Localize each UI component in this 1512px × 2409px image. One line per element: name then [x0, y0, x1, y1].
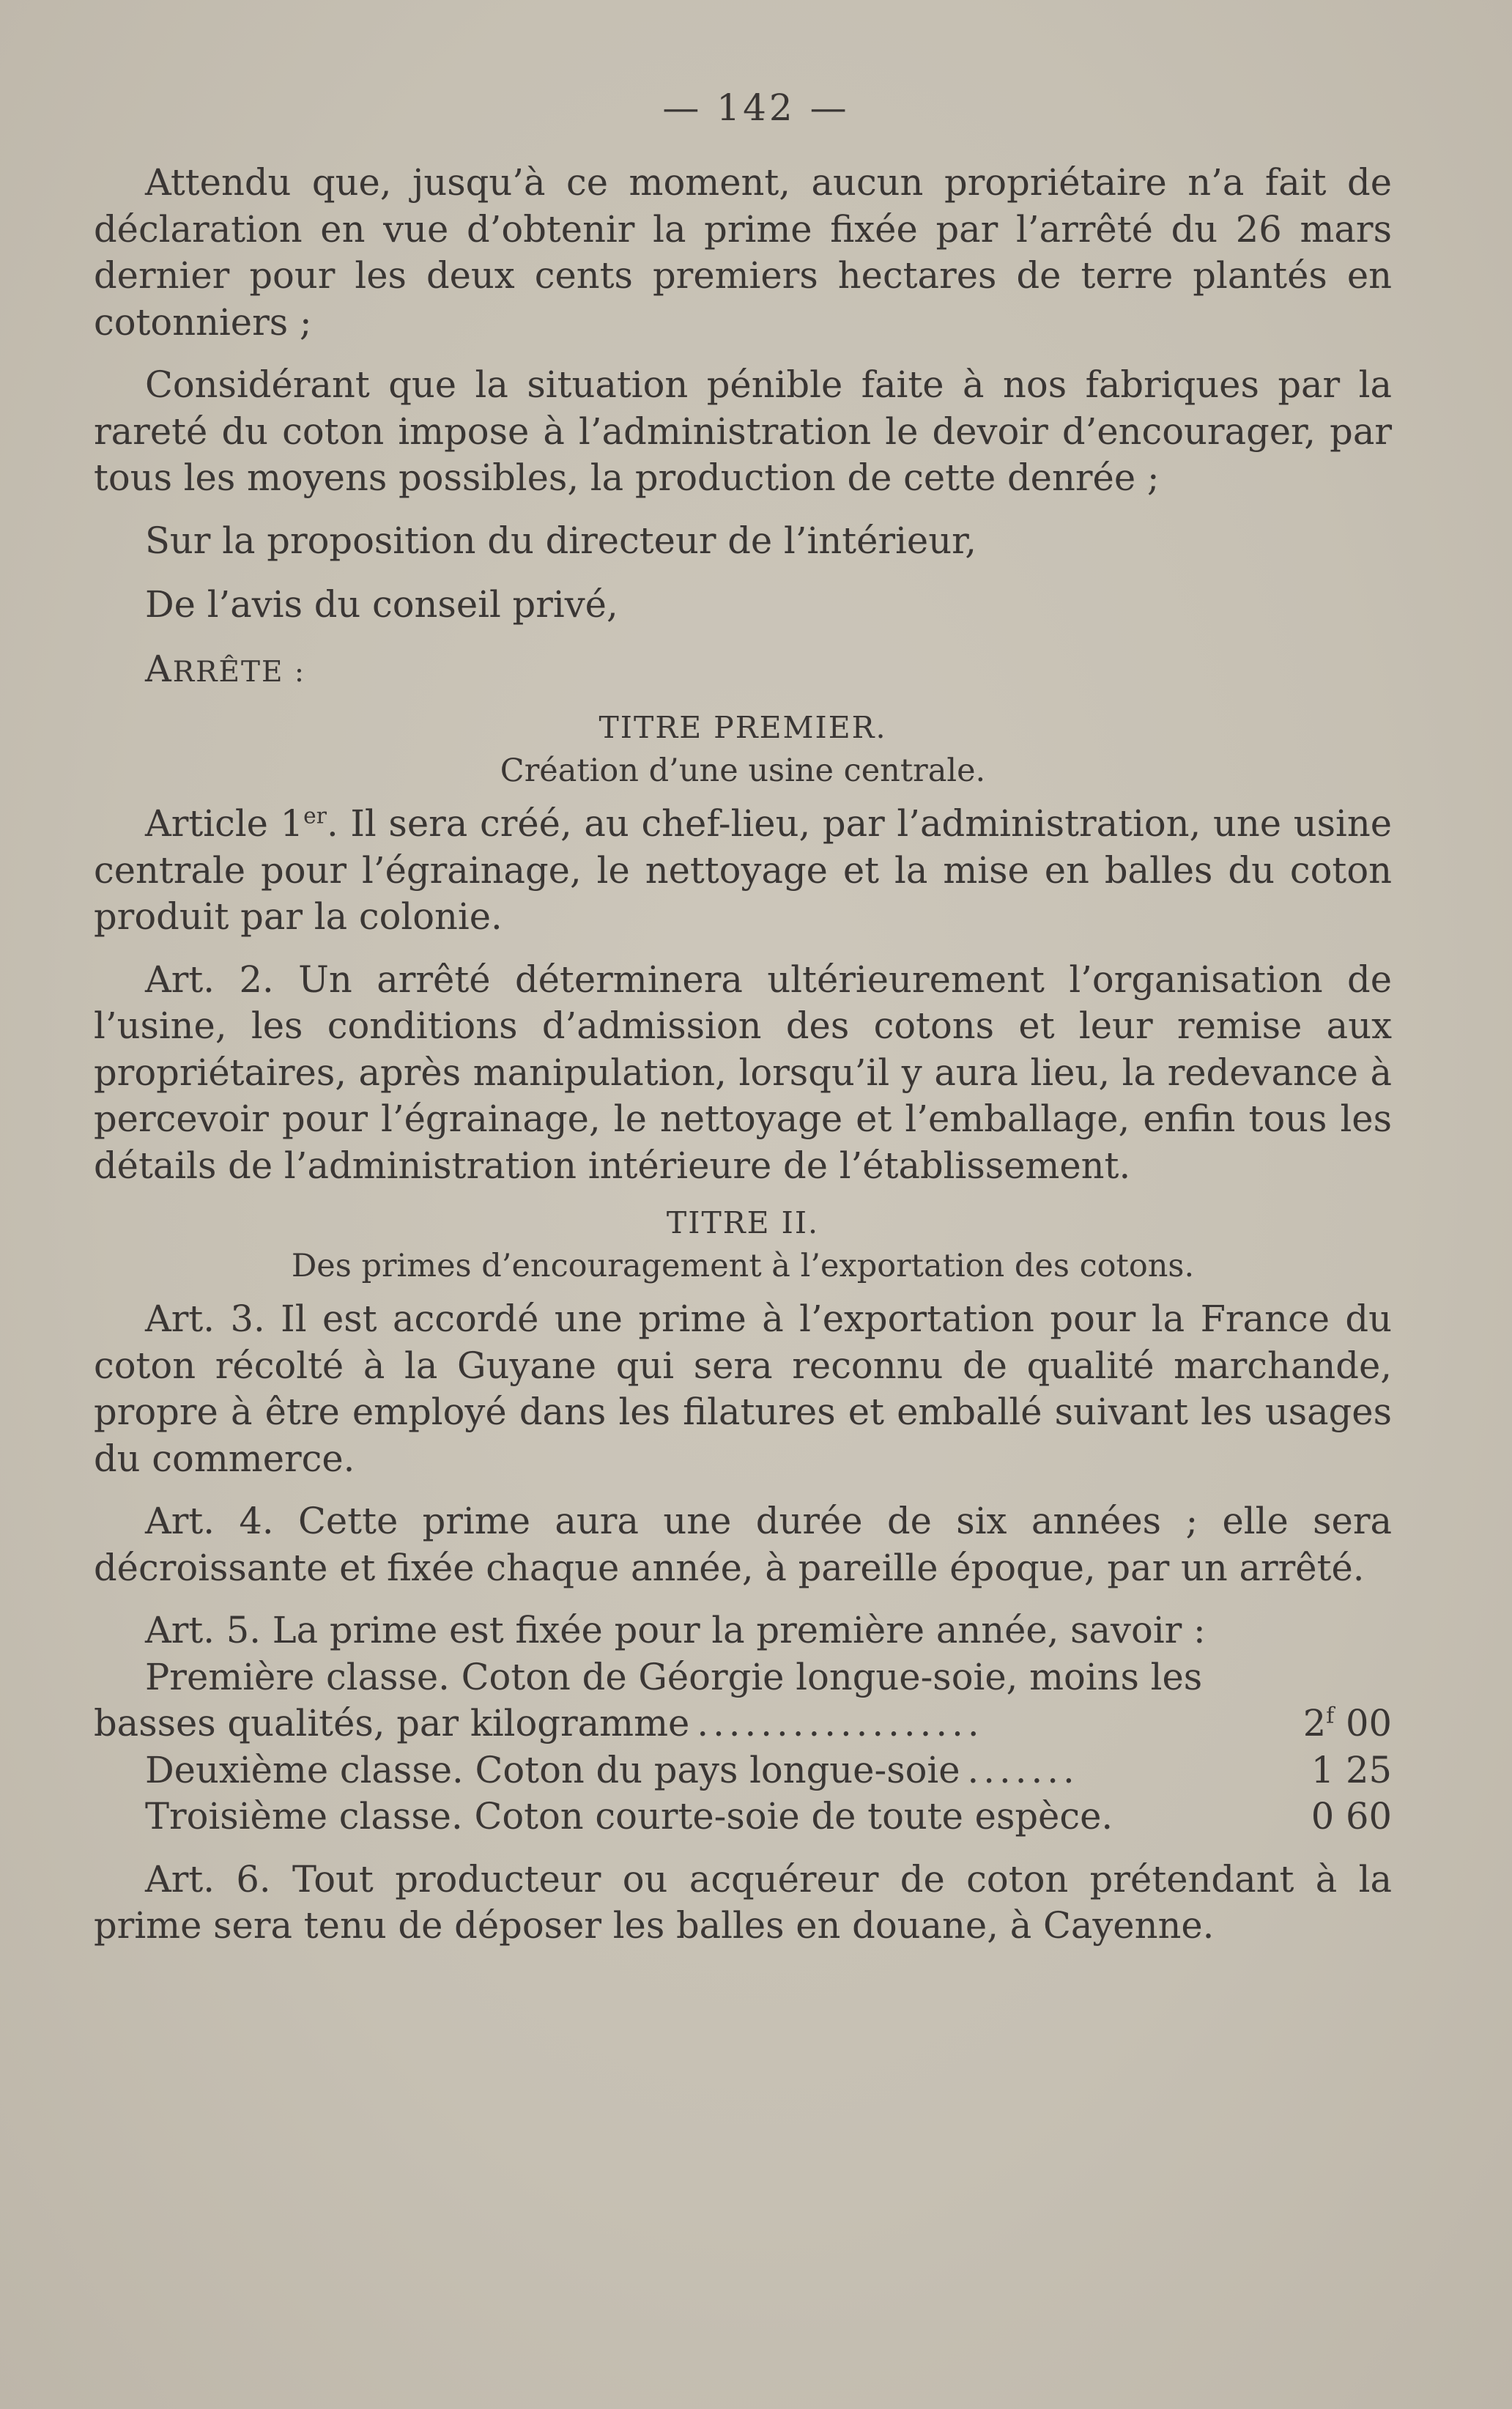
classe-2: [94, 1747, 1392, 1794]
classe-3-value: 0 60: [1311, 1795, 1392, 1838]
article-1-sup: er: [303, 803, 327, 829]
article-2: Art. 2. Un arrêté déterminera ultérieurement l’organisation de l’usine, les conditions d’admission des cotons et leur remise aux propriétaires, après manipulation, lorsqu’il y aura lieu, la redevance à percevoir pour l’égrainage, le nettoyage et l’emballage, enfin tous les détails de l’administration intérieure de l’établissement.: [94, 958, 1392, 1187]
paragraph-attendu: Attendu que, jusqu’à ce moment, aucun propriétaire n’a fait de déclaration en vue d’obtenir la prime fixée par l’arrêté du 26 mars dernier pour les deux cents premiers hectares de terre plantés en cotonniers ;: [94, 161, 1392, 344]
article-5: Art. 5. La prime est fixée pour la première année, savoir :: [145, 1609, 1206, 1651]
prime-classes: [94, 1654, 1392, 1840]
classe-1-value-unit: f: [1326, 1703, 1335, 1729]
article-3: Art. 3. Il est accordé une prime à l’exportation pour la France du coton récolté à la Guyane qui sera reconnu de qualité marchande, propre à être employé dans les filatures et emballé suivant les usages du commerce.: [94, 1298, 1392, 1480]
arrete-rest: RRÊTE :: [172, 655, 305, 689]
classe-2-leader: .......: [967, 1748, 1079, 1791]
article-6: Art. 6. Tout producteur ou acquéreur de coton prétendant à la prime sera tenu de déposer les balles en douane, à Cayenne.: [94, 1857, 1392, 1947]
classe-2-value: 1 25: [1311, 1748, 1392, 1791]
classe-2-label: Deuxième classe. Coton du pays longue-soie: [145, 1748, 960, 1791]
article-1: [94, 801, 1392, 941]
body-text: [94, 160, 1392, 1950]
paragraph-proposition: Sur la proposition du directeur de l’intérieur,: [145, 519, 977, 562]
classe-1-line-1: Première classe. Coton de Géorgie longue-soie, moins les: [145, 1655, 1203, 1698]
classe-1-line-2: [94, 1701, 1392, 1747]
paragraph-considerant: Considérant que la situation pénible faite à nos fabriques par la rareté du coton impose à l’administration le devoir d’encourager, par tous les moyens possibles, la production de cette denrée ;: [94, 363, 1392, 499]
classe-1-value-cents: 00: [1334, 1702, 1392, 1744]
article-1-text: . Il sera créé, au chef-lieu, par l’administration, une usine centrale pour l’égrainage, le nettoyage et la mise en balles du coton produit par la colonie.: [94, 802, 1392, 938]
classe-3-label: Troisième classe. Coton courte-soie de toute espèce.: [145, 1795, 1113, 1838]
arrete-initial: A: [145, 647, 173, 690]
titre-premier-heading: TITRE PREMIER.: [598, 710, 887, 745]
titre-2-subtitle: Des primes d’encouragement à l’exportation des cotons.: [291, 1248, 1195, 1284]
classe-1-value: [1282, 1701, 1392, 1747]
article-1-lead: Article 1: [145, 802, 304, 845]
classe-1-leader: ..................: [697, 1702, 984, 1744]
titre-2-heading: TITRE II.: [666, 1205, 820, 1240]
paragraph-avis: De l’avis du conseil privé,: [145, 583, 618, 626]
article-4: Art. 4. Cette prime aura une durée de six années ; elle sera décroissante et fixée chaque année, à pareille époque, par un arrêté.: [94, 1500, 1392, 1589]
classe-3: [94, 1794, 1392, 1840]
arrete-heading: [94, 646, 1392, 696]
classe-1-label: basses qualités, par kilogramme: [94, 1702, 690, 1744]
titre-premier-subtitle: Création d’une usine centrale.: [500, 752, 986, 789]
classe-1-value-francs: 2: [1302, 1702, 1327, 1744]
page-number: — 142 —: [662, 86, 850, 129]
